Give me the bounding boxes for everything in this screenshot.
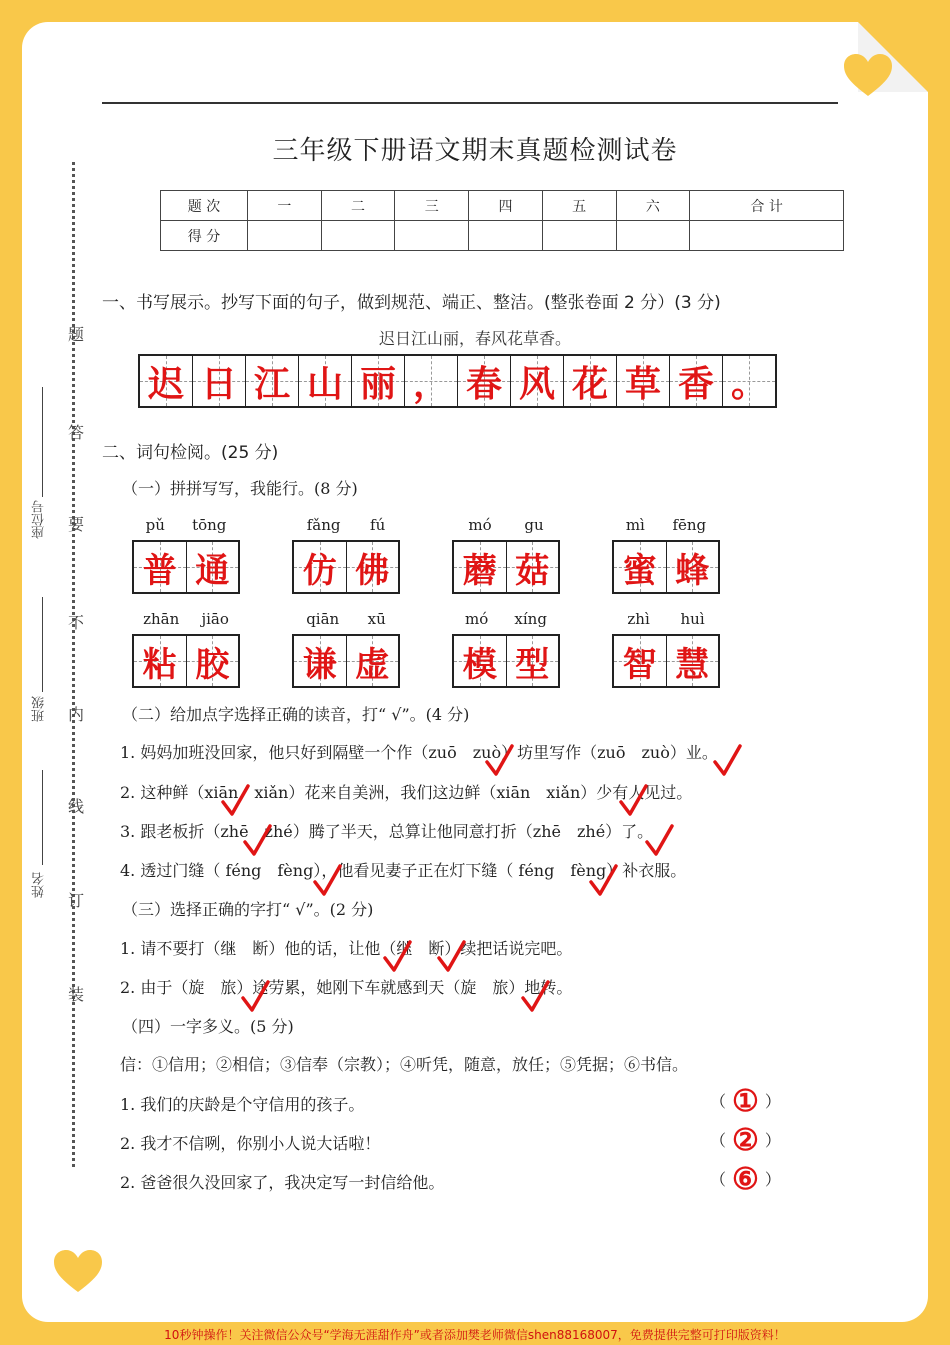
score-cell: 五: [542, 191, 616, 221]
check-mark-icon: [484, 744, 514, 778]
score-input[interactable]: [321, 221, 395, 251]
grid-cell[interactable]: 花: [564, 356, 617, 406]
copy-sentence: 迟日江山丽，春风花草香。: [378, 329, 571, 348]
score-row-header: [161, 191, 844, 221]
question-line: 2. 这种鲜（xiān xiǎn）花来自美洲，我们这边鲜（xiān xiǎn）少有人见过。: [120, 783, 693, 802]
seat-number-field[interactable]: [42, 387, 43, 497]
top-rule: [102, 102, 838, 104]
grid-cell[interactable]: 迟: [140, 356, 193, 406]
question-line: 1. 妈妈加班没回家，他只好到隔壁一个作（zuō zuò）坊里写作（zuō zuò）业。: [120, 743, 718, 762]
question-line: 2. 由于（旋 旅）途劳累，她刚下车就感到天（旋 旅）地转。: [120, 978, 573, 997]
class-field[interactable]: [42, 597, 43, 692]
check-mark-icon: [220, 784, 250, 818]
check-mark-icon: [436, 940, 466, 974]
score-cell: 三: [395, 191, 469, 221]
binding-char: 题: [68, 325, 85, 344]
score-cell: 二: [321, 191, 395, 221]
writing-grid: [138, 354, 777, 408]
question-line: 4. 透过门缝（ féng fèng），他看见妻子正在灯下缝（ féng fèng）补衣服。: [120, 861, 687, 880]
score-table: [160, 190, 844, 251]
score-cell: 四: [469, 191, 543, 221]
exam-paper: [22, 22, 928, 1322]
check-mark-icon: [618, 784, 648, 818]
binding-char: 内: [68, 705, 85, 724]
pinyin-word: mó gu 蘑 菇: [452, 516, 560, 594]
score-cell: 一: [248, 191, 322, 221]
binding-char: 装: [68, 985, 85, 1004]
score-cell: 六: [616, 191, 690, 221]
part-3-heading: （三）选择正确的字打“ √”。(2 分): [122, 900, 374, 919]
score-input[interactable]: [616, 221, 690, 251]
check-mark-icon: [242, 824, 272, 858]
binding-char: 要: [68, 515, 85, 534]
grid-cell[interactable]: 。: [723, 356, 775, 406]
grid-cell[interactable]: 山: [299, 356, 352, 406]
check-mark-icon: [312, 864, 342, 898]
grid-cell[interactable]: 日: [193, 356, 246, 406]
heart-icon: [842, 52, 894, 98]
part-1-heading: （一）拼拼写写，我能行。(8 分): [122, 479, 358, 498]
binding-char: 订: [68, 891, 85, 910]
question-line: 1. 请不要打（继 断）他的话，让他（继 断）续把话说完吧。: [120, 939, 573, 958]
binding-char: 答: [68, 423, 85, 442]
heart-icon: [52, 1248, 104, 1294]
answer-slot[interactable]: （ ⑥ ）: [710, 1162, 781, 1197]
check-mark-icon: [588, 864, 618, 898]
part-4-heading: （四）一字多义。(5 分): [122, 1017, 294, 1036]
binding-char: 线: [68, 797, 85, 816]
check-mark-icon: [240, 980, 270, 1014]
grid-cell[interactable]: ，: [405, 356, 458, 406]
score-input[interactable]: [469, 221, 543, 251]
pinyin-word: zhì huì 智 慧: [612, 610, 720, 688]
pinyin-word: mó xíng 模 型: [452, 610, 560, 688]
check-mark-icon: [644, 824, 674, 858]
check-mark-icon: [382, 940, 412, 974]
definition-line: 信：①信用；②相信；③信奉（宗教）；④听凭，随意，放任；⑤凭据；⑥书信。: [120, 1055, 689, 1074]
score-input[interactable]: [248, 221, 322, 251]
section-2-heading: 二、词句检阅。(25 分): [102, 443, 279, 463]
page-title: 三年级下册语文期末真题检测试卷: [272, 136, 678, 166]
pinyin-word: qiān xū 谦 虚: [292, 610, 400, 688]
score-input[interactable]: [542, 221, 616, 251]
question-line: 2. 我才不信咧，你别小人说大话啦！: [120, 1134, 381, 1153]
class-label: 班级: [32, 696, 47, 722]
pinyin-word: pǔ tōng 普 通: [132, 516, 240, 594]
question-line: 2. 爸爸很久没回家了，我决定写一封信给他。: [120, 1173, 445, 1192]
score-cell: 题 次: [161, 191, 248, 221]
score-input[interactable]: [395, 221, 469, 251]
grid-cell[interactable]: 香: [670, 356, 723, 406]
binding-line: [72, 162, 75, 1167]
grid-cell[interactable]: 春: [458, 356, 511, 406]
seat-number-label: 座位号: [32, 500, 47, 539]
name-label: 姓名: [32, 872, 47, 898]
question-line: 1. 我们的庆龄是个守信用的孩子。: [120, 1095, 365, 1114]
binding-char: 不: [68, 613, 85, 632]
grid-cell[interactable]: 草: [617, 356, 670, 406]
name-field[interactable]: [42, 770, 43, 865]
answer-slot[interactable]: （ ① ）: [710, 1084, 781, 1119]
promo-footer: 10秒钟操作！关注微信公众号“学海无涯甜作舟”或者添加樊老师微信shen88168007，免费提供完整可打印版资料！: [164, 1328, 786, 1342]
pinyin-word: fǎng fú 仿 佛: [292, 516, 400, 594]
question-line: 3. 跟老板折（zhē zhé）腾了半天，总算让他同意打折（zhē zhé）了。: [120, 822, 654, 841]
score-cell: 合 计: [690, 191, 844, 221]
grid-cell[interactable]: 江: [246, 356, 299, 406]
check-mark-icon: [712, 744, 742, 778]
part-2-heading: （二）给加点字选择正确的读音，打“ √”。(4 分): [122, 705, 470, 724]
section-1-heading: 一、书写展示。抄写下面的句子，做到规范、端正、整洁。(整张卷面 2 分）(3 分): [102, 293, 721, 313]
answer-slot[interactable]: （ ② ）: [710, 1123, 781, 1158]
check-mark-icon: [520, 980, 550, 1014]
pinyin-word: mì fēng 蜜 蜂: [612, 516, 720, 594]
grid-cell[interactable]: 风: [511, 356, 564, 406]
score-cell: 得 分: [161, 221, 248, 251]
score-row-values: [161, 221, 844, 251]
score-input[interactable]: [690, 221, 844, 251]
pinyin-word: zhān jiāo 粘 胶: [132, 610, 240, 688]
grid-cell[interactable]: 丽: [352, 356, 405, 406]
